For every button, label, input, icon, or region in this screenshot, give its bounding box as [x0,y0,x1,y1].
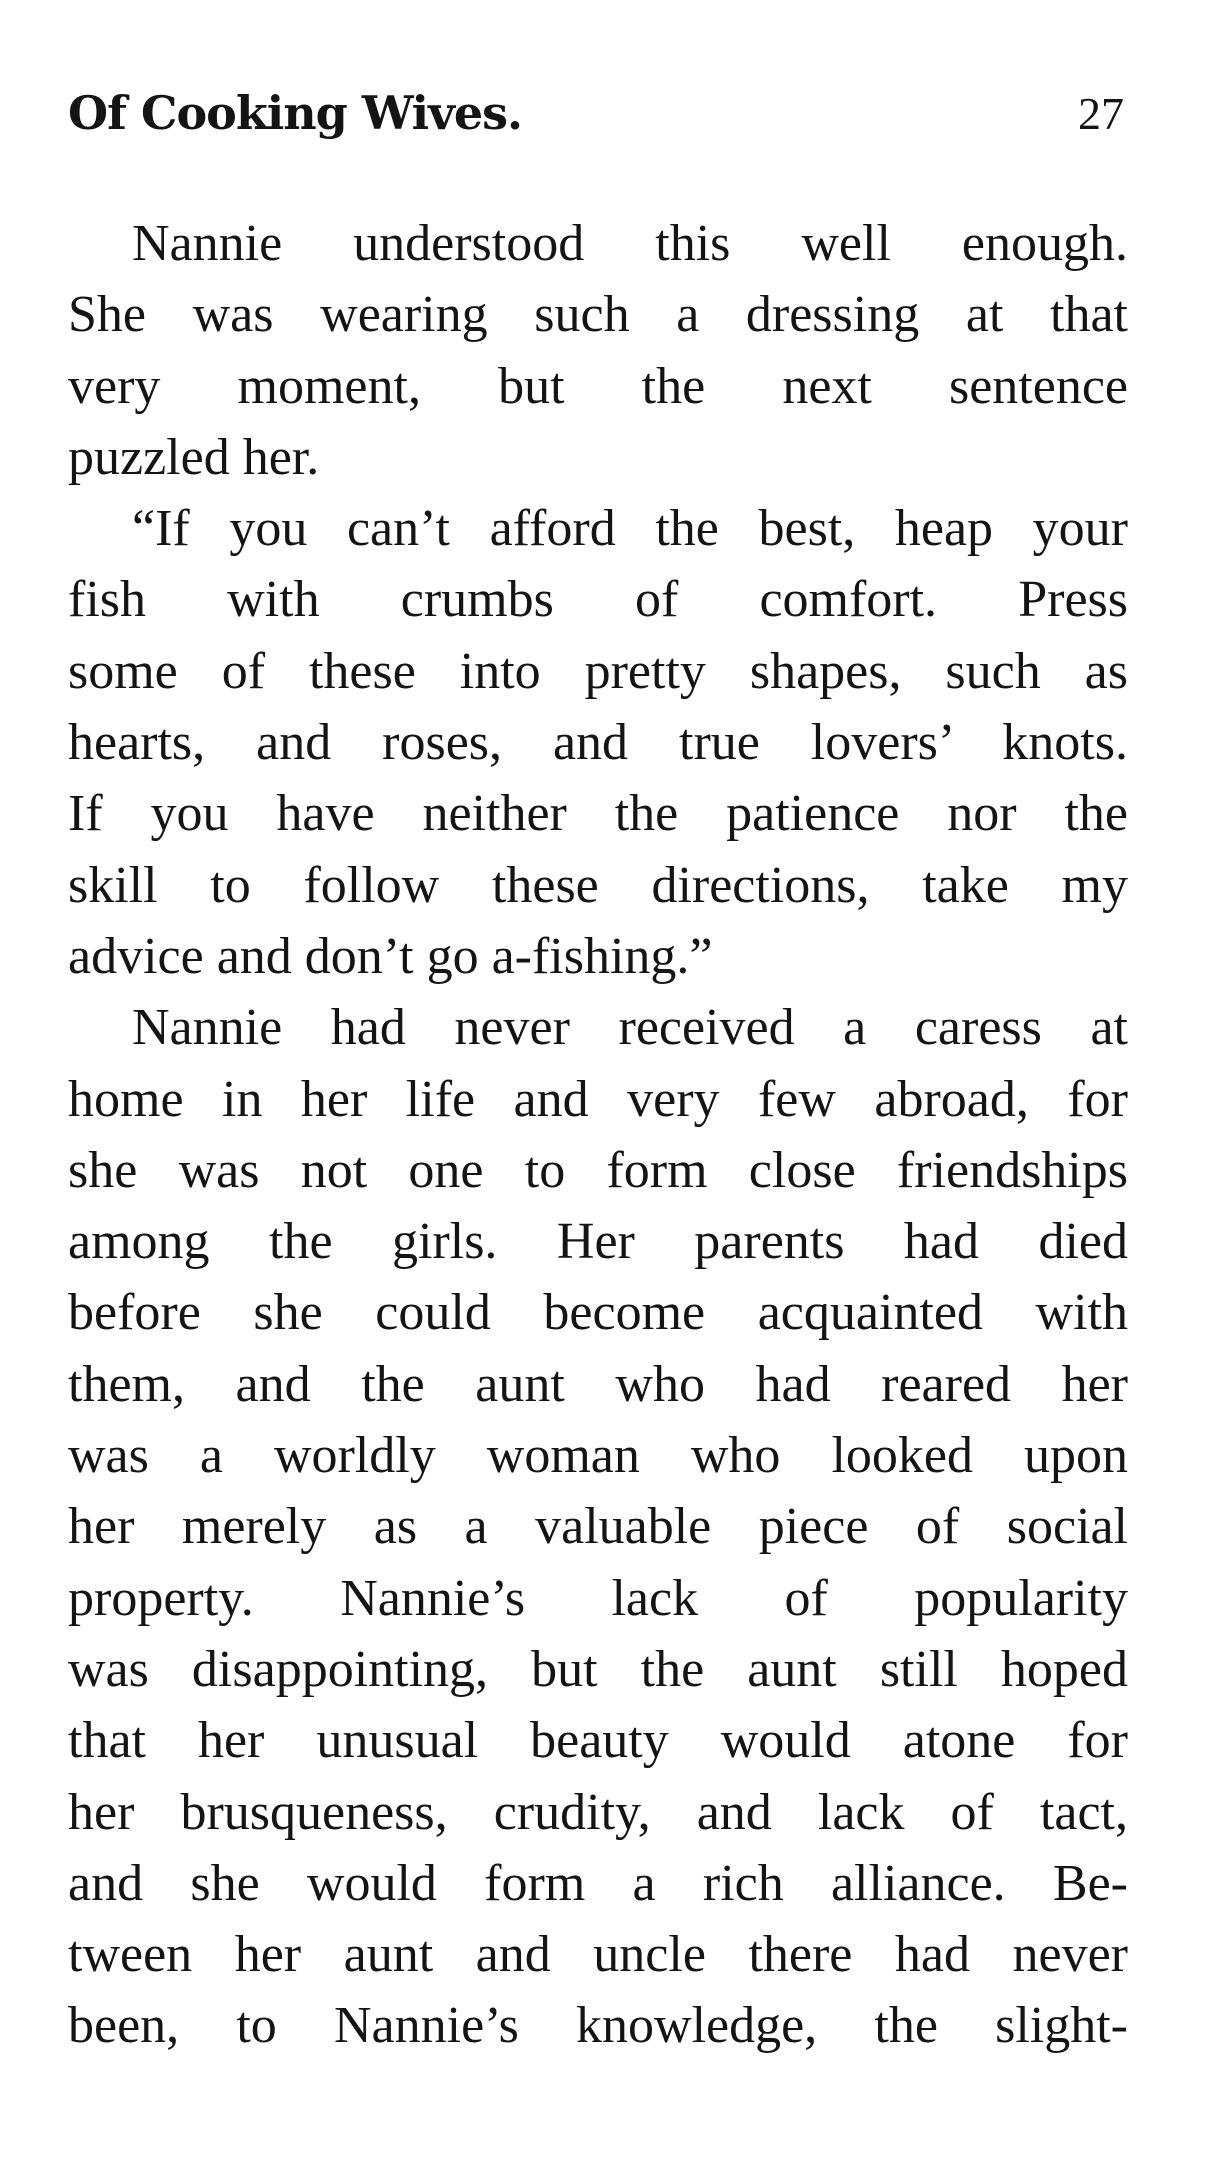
text-line: that her unusual beauty would atone for [68,1712,1128,1770]
text-line: puzzled her. [68,428,320,486]
body-text [68,208,1128,2062]
text-line: property. Nannie’s lack of popularity [68,1569,1128,1627]
text-line: fish with crumbs of comfort. Press [68,571,1128,629]
text-line: very moment, but the next sentence [68,357,1128,415]
text-line: Nannie understood this well enough. [132,215,1128,272]
text-line: advice and don’t go a-fishing.” [68,927,713,985]
text-line: she was not one to form close friendships [68,1141,1128,1199]
text-line: among the girls. Her parents had died [68,1213,1128,1271]
running-head [68,86,1124,156]
text-line: hearts, and roses, and true lovers’ knots. [68,714,1128,772]
text-line: her merely as a valuable piece of social [68,1498,1128,1556]
page-number: 27 [1078,88,1124,139]
text-line: and she would form a rich alliance. Be- [68,1854,1128,1912]
text-line: some of these into pretty shapes, such as [68,642,1128,700]
text-line: If you have neither the patience nor the [68,785,1128,843]
text-line: She was wearing such a dressing at that [68,286,1128,344]
text-line: Nannie had never received a caress at [132,999,1128,1057]
text-line: was a worldly woman who looked upon [68,1427,1128,1485]
text-line: “If you can’t afford the best, heap your [132,500,1128,558]
text-line: been, to Nannie’s knowledge, the slight- [68,1997,1128,2055]
text-line: tween her aunt and uncle there had never [68,1926,1128,1984]
text-line: her brusqueness, crudity, and lack of tact, [68,1783,1128,1841]
text-line: was disappointing, but the aunt still hoped [68,1640,1128,1698]
running-title: Of Cooking Wives. [68,86,523,140]
text-line: them, and the aunt who had reared her [68,1355,1128,1413]
text-line: home in her life and very few abroad, for [68,1070,1128,1128]
text-line: skill to follow these directions, take my [68,856,1128,914]
text-line: before she could become acquainted with [68,1284,1128,1342]
